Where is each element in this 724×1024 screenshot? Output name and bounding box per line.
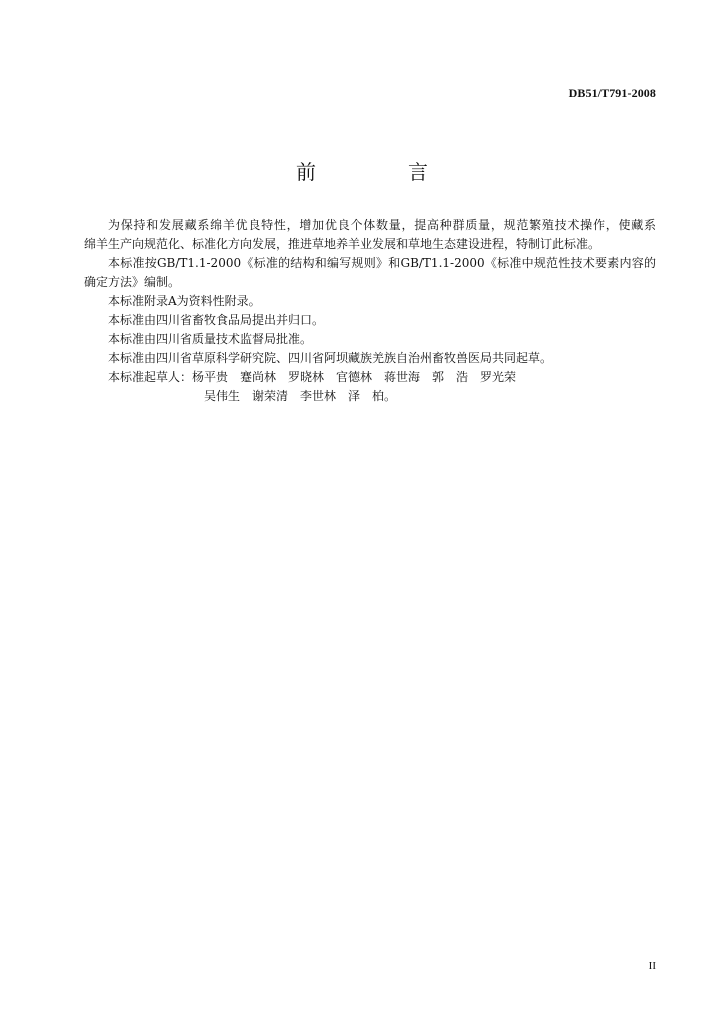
paragraph-drafters-line-2: 吴伟生 谢荣清 李世林 泽 柏。 [204,389,397,403]
paragraph-proposer: 本标准由四川省畜牧食品局提出并归口。 [108,313,325,327]
page-number: II [648,960,656,972]
paragraph-drafting-units: 本标准由四川省草原科学研究院、四川省阿坝藏族羌族自治州畜牧兽医局共同起草。 [108,351,553,365]
document-code: DB51/T791-2008 [568,86,656,100]
paragraph-purpose-line-2: 绵羊生产向规范化、标准化方向发展，推进草地养羊业发展和草地生态建设进程，特制订此标准。 [84,237,601,251]
paragraph-appendix: 本标准附录A为资料性附录。 [108,294,261,308]
paragraph-purpose-line-1: 为保持和发展藏系绵羊优良特性，增加优良个体数量，提高种群质量，规范繁殖技术操作，使藏系 [108,218,656,232]
paragraph-approver: 本标准由四川省质量技术监督局批准。 [108,332,313,346]
foreword-body [84,216,656,406]
page-title: 前 言 [296,160,464,184]
paragraph-drafters-line-1: 本标准起草人：杨平贵 蹇尚林 罗晓林 官德林 蒋世海 郭 浩 罗光荣 [108,370,517,384]
paragraph-basis-line-2: 确定方法》编制。 [84,275,181,289]
paragraph-basis-line-1: 本标准按GB/T1.1-2000《标准的结构和编写规则》和GB/T1.1-2000《标准中规范性技术要素内容的 [108,256,656,270]
